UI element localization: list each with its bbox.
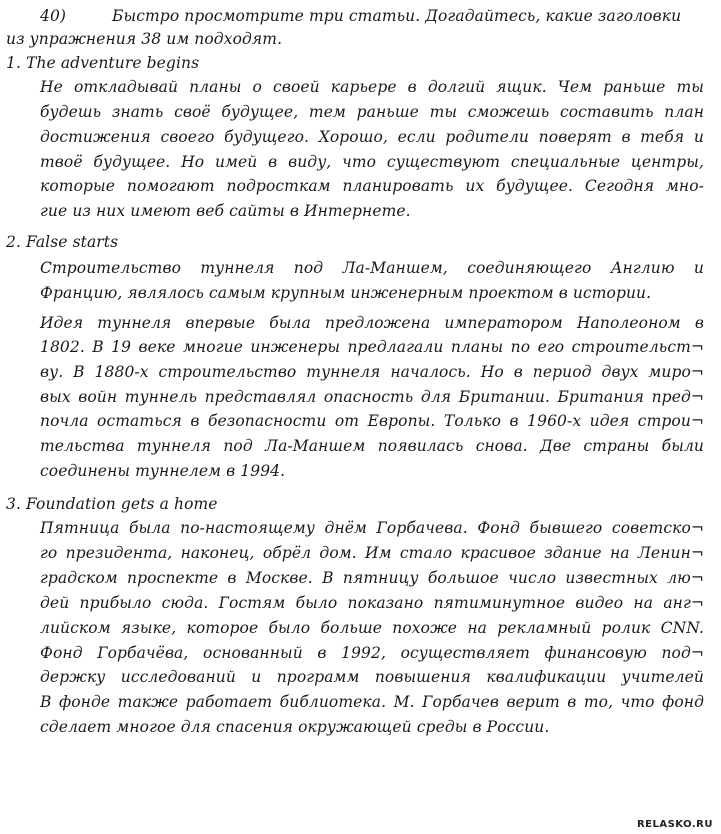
section-2-line: соединены туннелем в 1994. xyxy=(40,462,286,480)
section-1-line: Не откладывай планы о своей карьере в долгий ящик. Чем раньше ты xyxy=(40,78,704,96)
section-3-line: держку исследований и программ повышения квалификации учителей xyxy=(40,668,704,686)
section-1-line: достижения своего будущего. Хорошо, если родители поверят в тебя и xyxy=(40,128,704,146)
exercise-number: 40) xyxy=(40,7,67,25)
section-2-line: вых войн туннель представлял опасность для Британии. Британия пред¬ xyxy=(40,388,704,406)
section-3-line: В фонде также работает библиотека. М. Горбачев верит в то, что фонд xyxy=(40,693,704,711)
section-2-line: Францию, являлось самым крупным инженерным проектом в истории. xyxy=(40,284,652,302)
section-2-line: почла остаться в безопасности от Европы. Только в 1960-х идея строи¬ xyxy=(40,412,704,430)
exercise-instruction-line-2: из упражнения 38 им подходят. xyxy=(6,30,283,48)
section-3-line: Фонд Горбачёва, основанный в 1992, осуществляет финансовую под¬ xyxy=(40,644,704,662)
section-3-line: сделает многое для спасения окружающей среды в России. xyxy=(40,718,550,736)
exercise-instruction-line-1: Быстро просмотрите три статьи. Догадайтесь, какие заголовки xyxy=(112,7,682,25)
section-3-line: Пятница была по-настоящему днём Горбачева. Фонд бывшего советско¬ xyxy=(40,519,704,537)
section-3-line: лийском языке, которое было больше похоже на рекламный ролик CNN. xyxy=(40,619,704,637)
section-2-line: 1802. В 19 веке многие инженеры предлагали планы по его строительст¬ xyxy=(40,338,704,356)
section-2-line: Идея туннеля впервые была предложена императором Наполеоном в xyxy=(40,314,704,332)
section-heading-2: 2. False starts xyxy=(6,233,119,251)
section-heading-1: 1. The adventure begins xyxy=(6,54,200,72)
section-1-line: будешь знать своё будущее, тем раньше ты сможешь составить план xyxy=(40,103,704,121)
section-2-line: тельства туннеля под Ла-Маншем появилась снова. Две страны были xyxy=(40,437,704,455)
section-1-line: твоё будущее. Но имей в виду, что существуют специальные центры, xyxy=(40,153,704,171)
section-3-line: дей прибыло сюда. Гостям было показано пятиминутное видео на анг¬ xyxy=(40,594,704,612)
section-3-line: го президента, наконец, обрёл дом. Им стало красивое здание на Ленин¬ xyxy=(40,544,704,562)
section-1-line: которые помогают подросткам планировать их будущее. Сегодня мно- xyxy=(40,177,704,195)
section-heading-3: 3. Foundation gets a home xyxy=(6,495,218,513)
section-1-line: гие из них имеют веб сайты в Интернете. xyxy=(40,202,411,220)
section-2-line: Строительство туннеля под Ла-Маншем, соединяющего Англию и xyxy=(40,259,704,277)
section-3-line: градском проспекте в Москве. В пятницу большое число известных лю¬ xyxy=(40,569,704,587)
section-2-line: ву. В 1880-х строительство туннеля началось. Но в период двух миро¬ xyxy=(40,363,704,381)
site-watermark: RELASKO.RU xyxy=(636,819,713,830)
